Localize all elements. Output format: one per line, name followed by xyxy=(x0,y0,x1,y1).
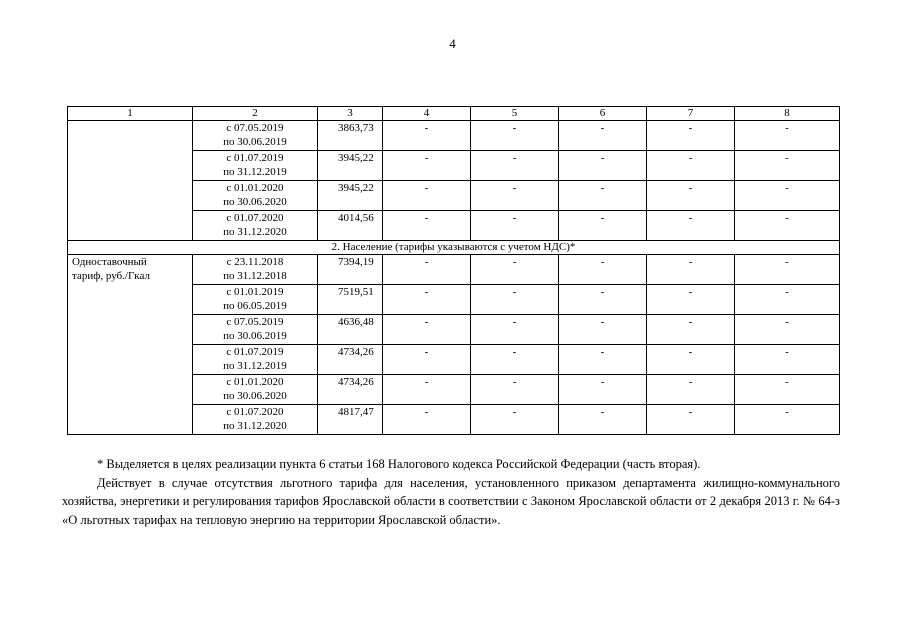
tariff-value: 3863,73 xyxy=(318,121,383,151)
period-from: с 23.11.2018 xyxy=(226,256,284,268)
empty-value: - xyxy=(559,285,647,315)
column-number: 8 xyxy=(735,107,840,121)
empty-value: - xyxy=(471,211,559,241)
empty-value: - xyxy=(735,211,840,241)
empty-value: - xyxy=(647,315,735,345)
column-number: 4 xyxy=(383,107,471,121)
empty-value: - xyxy=(647,375,735,405)
tariff-value: 4636,48 xyxy=(318,315,383,345)
column-number: 6 xyxy=(559,107,647,121)
empty-value: - xyxy=(735,285,840,315)
column-number-row xyxy=(68,107,840,121)
empty-value: - xyxy=(647,121,735,151)
empty-value: - xyxy=(735,121,840,151)
period-cell xyxy=(193,151,318,181)
tariff-value: 4734,26 xyxy=(318,345,383,375)
tariff-value: 4734,26 xyxy=(318,375,383,405)
empty-value: - xyxy=(735,345,840,375)
empty-value: - xyxy=(471,181,559,211)
empty-value: - xyxy=(559,181,647,211)
tariff-value: 7519,51 xyxy=(318,285,383,315)
empty-value: - xyxy=(647,211,735,241)
empty-value: - xyxy=(471,315,559,345)
tariff-label-cell xyxy=(68,255,193,435)
tariff-label-line: Одноставочный xyxy=(72,256,147,268)
empty-value: - xyxy=(735,151,840,181)
period-to: по 31.12.2019 xyxy=(223,166,287,178)
empty-value: - xyxy=(647,405,735,435)
period-cell xyxy=(193,211,318,241)
period-cell xyxy=(193,315,318,345)
period-to: по 31.12.2020 xyxy=(223,226,287,238)
empty-value: - xyxy=(383,255,471,285)
empty-value: - xyxy=(559,405,647,435)
empty-value: - xyxy=(735,315,840,345)
empty-value: - xyxy=(647,181,735,211)
tariff-value: 4817,47 xyxy=(318,405,383,435)
empty-value: - xyxy=(559,151,647,181)
period-cell xyxy=(193,121,318,151)
period-cell xyxy=(193,405,318,435)
period-to: по 30.06.2019 xyxy=(223,136,287,148)
tariff-value: 4014,56 xyxy=(318,211,383,241)
table-row xyxy=(68,255,840,285)
note-paragraph: Действует в случае отсутствия льготного тарифа для населения, установленного приказом департамента жилищно-коммунального хозяйства, энергетики и регулирования тарифов Ярославской области в соответствии с Законом Ярославской области от 2 декабря 2013 г. № 64-з «О льготных тарифах на тепловую энергию на территории Ярославской области». xyxy=(62,475,840,527)
period-to: по 31.12.2020 xyxy=(223,420,287,432)
period-from: с 01.01.2019 xyxy=(226,286,284,298)
period-to: по 31.12.2018 xyxy=(223,270,287,282)
tariff-label-line: тариф, руб./Гкал xyxy=(72,270,150,282)
period-from: с 01.01.2020 xyxy=(226,182,284,194)
empty-value: - xyxy=(559,375,647,405)
empty-value: - xyxy=(559,211,647,241)
notes xyxy=(62,455,840,529)
empty-value: - xyxy=(559,121,647,151)
period-from: с 01.07.2019 xyxy=(226,346,284,358)
column-number: 3 xyxy=(318,107,383,121)
period-cell xyxy=(193,181,318,211)
tariff-value: 7394,19 xyxy=(318,255,383,285)
empty-value: - xyxy=(647,285,735,315)
tariff-label-cell xyxy=(68,121,193,241)
period-to: по 30.06.2020 xyxy=(223,196,287,208)
tariff-table xyxy=(67,106,840,435)
empty-value: - xyxy=(383,151,471,181)
tariff-value: 3945,22 xyxy=(318,151,383,181)
tariff-value: 3945,22 xyxy=(318,181,383,211)
empty-value: - xyxy=(735,375,840,405)
period-from: с 01.07.2020 xyxy=(226,406,284,418)
empty-value: - xyxy=(471,375,559,405)
empty-value: - xyxy=(559,255,647,285)
empty-value: - xyxy=(647,151,735,181)
empty-value: - xyxy=(471,345,559,375)
period-to: по 31.12.2019 xyxy=(223,360,287,372)
empty-value: - xyxy=(383,405,471,435)
empty-value: - xyxy=(735,181,840,211)
empty-value: - xyxy=(559,315,647,345)
period-from: с 01.07.2019 xyxy=(226,152,284,164)
period-to: по 30.06.2019 xyxy=(223,330,287,342)
empty-value: - xyxy=(471,405,559,435)
column-number: 2 xyxy=(193,107,318,121)
page-number: 4 xyxy=(449,36,456,51)
footnote: * Выделяется в целях реализации пункта 6 статьи 168 Налогового кодекса Российской Федерации (часть вторая). xyxy=(97,457,701,471)
empty-value: - xyxy=(735,405,840,435)
period-from: с 07.05.2019 xyxy=(226,122,284,134)
period-from: с 07.05.2019 xyxy=(226,316,284,328)
empty-value: - xyxy=(735,255,840,285)
column-number: 5 xyxy=(471,107,559,121)
section-title: 2. Население (тарифы указываются с учетом НДС)* xyxy=(68,241,840,255)
column-number: 7 xyxy=(647,107,735,121)
empty-value: - xyxy=(471,285,559,315)
empty-value: - xyxy=(383,285,471,315)
period-to: по 30.06.2020 xyxy=(223,390,287,402)
empty-value: - xyxy=(471,151,559,181)
period-cell xyxy=(193,255,318,285)
empty-value: - xyxy=(647,345,735,375)
empty-value: - xyxy=(559,345,647,375)
period-to: по 06.05.2019 xyxy=(223,300,287,312)
table-row xyxy=(68,121,840,151)
empty-value: - xyxy=(471,255,559,285)
period-from: с 01.07.2020 xyxy=(226,212,284,224)
empty-value: - xyxy=(383,315,471,345)
empty-value: - xyxy=(383,181,471,211)
section-row xyxy=(68,241,840,255)
empty-value: - xyxy=(471,121,559,151)
column-number: 1 xyxy=(68,107,193,121)
period-cell xyxy=(193,285,318,315)
period-from: с 01.01.2020 xyxy=(226,376,284,388)
period-cell xyxy=(193,345,318,375)
empty-value: - xyxy=(383,121,471,151)
period-cell xyxy=(193,375,318,405)
empty-value: - xyxy=(383,375,471,405)
empty-value: - xyxy=(383,211,471,241)
empty-value: - xyxy=(383,345,471,375)
empty-value: - xyxy=(647,255,735,285)
